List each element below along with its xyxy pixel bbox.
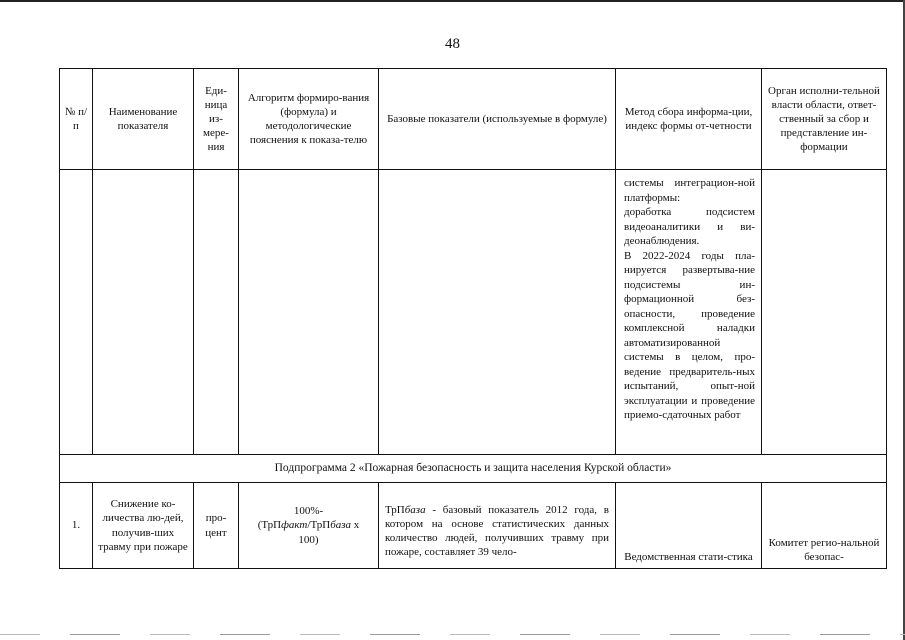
formula-line: 100%- bbox=[293, 505, 324, 518]
table-row-continuation bbox=[60, 170, 887, 455]
table-header-row bbox=[60, 69, 887, 170]
header-name: Наименование показателя bbox=[93, 69, 194, 170]
header-algorithm: Алгоритм формиро-вания (формула) и методологические пояснения к показа-телю bbox=[239, 69, 379, 170]
header-organ: Орган исполни-тельной власти области, ответ-ственный за сбор и представление ин-формации bbox=[762, 69, 887, 170]
cell-base bbox=[379, 483, 616, 569]
formula-part: (ТрП bbox=[257, 519, 282, 532]
method-paragraph: В 2022-2024 годы пла-нируется развертыва-ние подсистемы ин-формационной без-опасности, проведение комплексной наладки автоматизированной системы в целом, про-ведение предваритель-ных испытаний, опыт-ной эксплуатации и проведение приемо-сдаточных работ bbox=[624, 249, 755, 422]
cell-method-continuation bbox=[616, 170, 762, 455]
formula-line: 100) bbox=[298, 533, 319, 546]
formula-line bbox=[243, 518, 374, 532]
cell-empty bbox=[762, 170, 887, 455]
cell-empty bbox=[93, 170, 194, 455]
page-number: 48 bbox=[445, 36, 460, 52]
cell-empty bbox=[194, 170, 239, 455]
subprogram-row bbox=[60, 455, 887, 483]
formula-part: /ТрП bbox=[307, 519, 331, 532]
header-unit: Еди-ница из-мере-ния bbox=[194, 69, 239, 170]
cell-name: Снижение ко-личества лю-дей, получив-ших травму при пожаре bbox=[93, 483, 194, 569]
scan-top-border bbox=[0, 0, 905, 2]
formula-part: база bbox=[330, 519, 352, 532]
header-base: Базовые показатели (используемые в формуле) bbox=[379, 69, 616, 170]
cell-formula bbox=[239, 483, 379, 569]
cell-organ: Комитет регио-нальной безопас- bbox=[762, 483, 887, 569]
cell-num: 1. bbox=[60, 483, 93, 569]
base-part: база bbox=[404, 504, 426, 516]
method-paragraph: доработка подсистем видеоаналитики и ви-деонаблюдения. bbox=[624, 206, 755, 248]
header-method: Метод сбора информа-ции, индекс формы от-четности bbox=[616, 69, 762, 170]
cell-empty bbox=[60, 170, 93, 455]
method-paragraph: системы интеграцион-ной платформы: bbox=[624, 177, 755, 204]
cell-empty bbox=[379, 170, 616, 455]
indicators-table bbox=[59, 68, 887, 569]
cell-unit: про-цент bbox=[194, 483, 239, 569]
base-part: ТрП bbox=[385, 504, 405, 516]
header-num: № п/п bbox=[60, 69, 93, 170]
cell-method: Ведомственная стати-стика bbox=[616, 483, 762, 569]
subprogram-title: Подпрограмма 2 «Пожарная безопасность и защита населения Курской области» bbox=[60, 455, 887, 483]
table-row bbox=[60, 483, 887, 569]
formula-part: факт bbox=[281, 519, 308, 532]
cell-empty bbox=[239, 170, 379, 455]
scan-artifact-line bbox=[0, 634, 905, 635]
base-part: - базовый показатель 2012 года, в котором на основе статистических данных количество людей, получивших травму при пожаре, составляет 39 чело- bbox=[385, 504, 609, 559]
formula-part: x bbox=[351, 519, 360, 532]
